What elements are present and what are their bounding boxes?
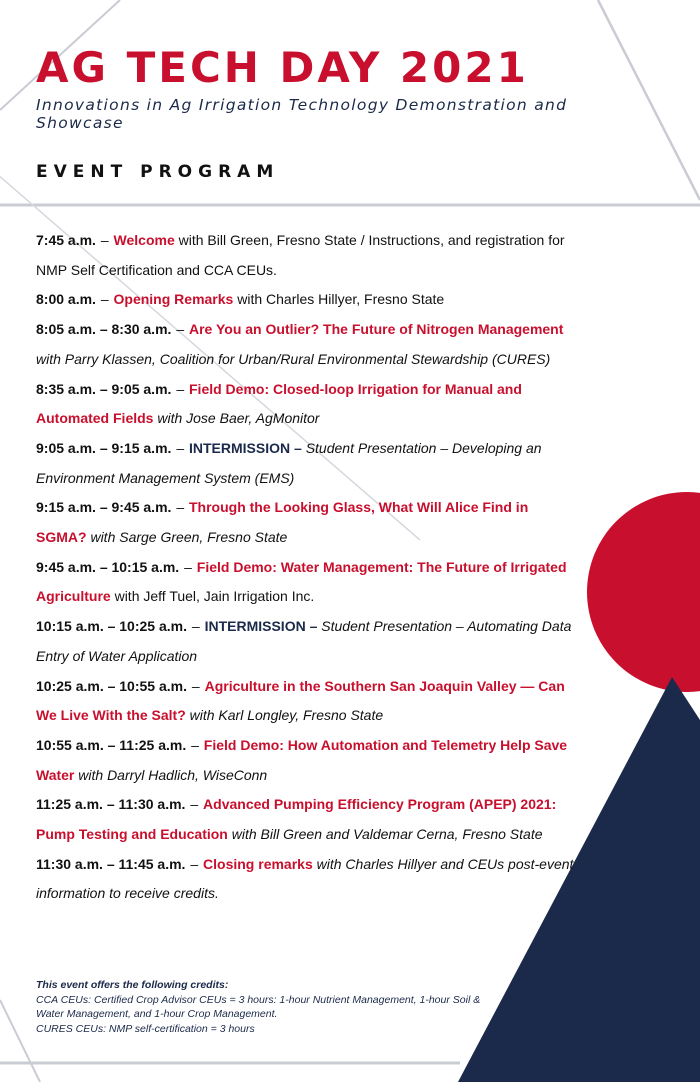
session-time: 10:15 a.m. – 10:25 a.m. [36, 618, 187, 635]
intermission-label: INTERMISSION [204, 618, 306, 635]
separator: – [100, 232, 109, 248]
event-title: AG TECH DAY 2021 [36, 43, 529, 92]
separator: – [176, 499, 185, 516]
session-time: 10:25 a.m. – 10:55 a.m. [36, 677, 187, 694]
schedule-entry [36, 434, 581, 493]
session-title: Welcome [113, 232, 175, 248]
event-subtitle: Innovations in Ag Irrigation Technology Demonstration and Showcase [36, 96, 568, 132]
session-title: Are You an Outlier? The Future of Nitrogen Management [189, 321, 564, 338]
session-details: with Charles Hillyer and CEUs post-event information to receive credits. [36, 855, 574, 902]
separator: – [191, 736, 199, 753]
schedule-entry [36, 790, 581, 849]
session-time: 9:45 a.m. – 10:15 a.m. [36, 558, 180, 575]
session-details: with Parry Klassen, Coalition for Urban/Rural Environmental Stewardship (CURES) [36, 350, 551, 367]
separator: – [176, 380, 185, 397]
session-title: Closing remarks [203, 855, 313, 872]
session-time: 7:45 a.m. [36, 232, 96, 248]
separator: – [190, 855, 199, 872]
separator: – [290, 439, 306, 456]
session-time: 11:25 a.m. – 11:30 a.m. [36, 796, 186, 813]
schedule-entry [36, 612, 581, 671]
session-title: Through the Looking Glass, What Will Alice Find in SGMA? [36, 499, 529, 546]
separator: – [100, 291, 109, 308]
session-details: with Bill Green, Fresno State / Instructions, and registration for NMP Self Certification and CCA CEUs. [36, 232, 565, 278]
credits-line: CCA CEUs: Certified Crop Advisor CEUs = 3 hours: 1-hour Nutrient Management, 1-hour Soil & Water Management, and 1-hour Crop Management. [36, 993, 481, 1020]
session-time: 11:30 a.m. – 11:45 a.m. [36, 855, 186, 872]
decorative-circle [587, 492, 700, 692]
schedule-entry [36, 493, 581, 552]
session-details: Student Presentation – Developing an Environment Management System (EMS) [36, 439, 542, 486]
session-time: 9:05 a.m. – 9:15 a.m. [36, 439, 172, 456]
session-details: Student Presentation – Automating Data Entry of Water Application [36, 618, 572, 664]
session-details: with Sarge Green, Fresno State [86, 529, 288, 546]
session-details: with Jose Baer, AgMonitor [153, 410, 320, 427]
program-heading: EVENT PROGRAM [36, 162, 280, 182]
separator: – [190, 796, 199, 813]
credits-line: CURES CEUs: NMP self-certification = 3 hours [36, 1022, 255, 1035]
session-title: Field Demo: Closed-loop Irrigation for Manual and Automated Fields [36, 380, 522, 427]
session-time: 9:15 a.m. – 9:45 a.m. [36, 499, 172, 516]
decorative-line [0, 1000, 40, 1082]
session-title: Field Demo: How Automation and Telemetry Help Save Water [36, 736, 568, 783]
session-time: 10:55 a.m. – 11:25 a.m. [36, 736, 187, 753]
schedule-entry [36, 672, 581, 731]
separator: – [191, 618, 200, 635]
separator: – [191, 677, 200, 694]
schedule-entry [36, 315, 581, 374]
session-time: 8:05 a.m. – 8:30 a.m. [36, 321, 172, 338]
separator: – [184, 558, 192, 575]
session-time: 8:35 a.m. – 9:05 a.m. [36, 380, 172, 397]
session-title: Opening Remarks [113, 291, 234, 308]
credits-heading: This event offers the following credits: [36, 979, 229, 991]
intermission-label: INTERMISSION [189, 439, 291, 456]
schedule-entry [36, 226, 581, 285]
session-title: Agriculture in the Southern San Joaquin Valley — Can We Live With the Salt? [36, 677, 565, 724]
session-details: with Bill Green and Valdemar Cerna, Fresno State [227, 826, 543, 843]
schedule-list [36, 226, 581, 909]
schedule-entry [36, 850, 581, 909]
session-title: Field Demo: Water Management: The Future of Irrigated Agriculture [36, 558, 567, 605]
separator: – [176, 321, 185, 338]
credits-note [36, 978, 496, 1036]
session-details: with Darryl Hadlich, WiseConn [74, 766, 268, 783]
session-time: 8:00 a.m. [36, 291, 96, 308]
schedule-entry [36, 731, 581, 790]
schedule-entry [36, 553, 581, 612]
session-details: with Jeff Tuel, Jain Irrigation Inc. [110, 588, 315, 605]
schedule-entry [36, 285, 581, 315]
separator: – [176, 439, 185, 456]
session-title: Advanced Pumping Efficiency Program (APEP) 2021: Pump Testing and Education [36, 796, 557, 843]
schedule-entry [36, 375, 581, 434]
separator: – [305, 618, 322, 635]
decorative-line [598, 0, 700, 200]
session-details: with Charles Hillyer, Fresno State [233, 291, 445, 308]
session-details: with Karl Longley, Fresno State [185, 707, 384, 724]
